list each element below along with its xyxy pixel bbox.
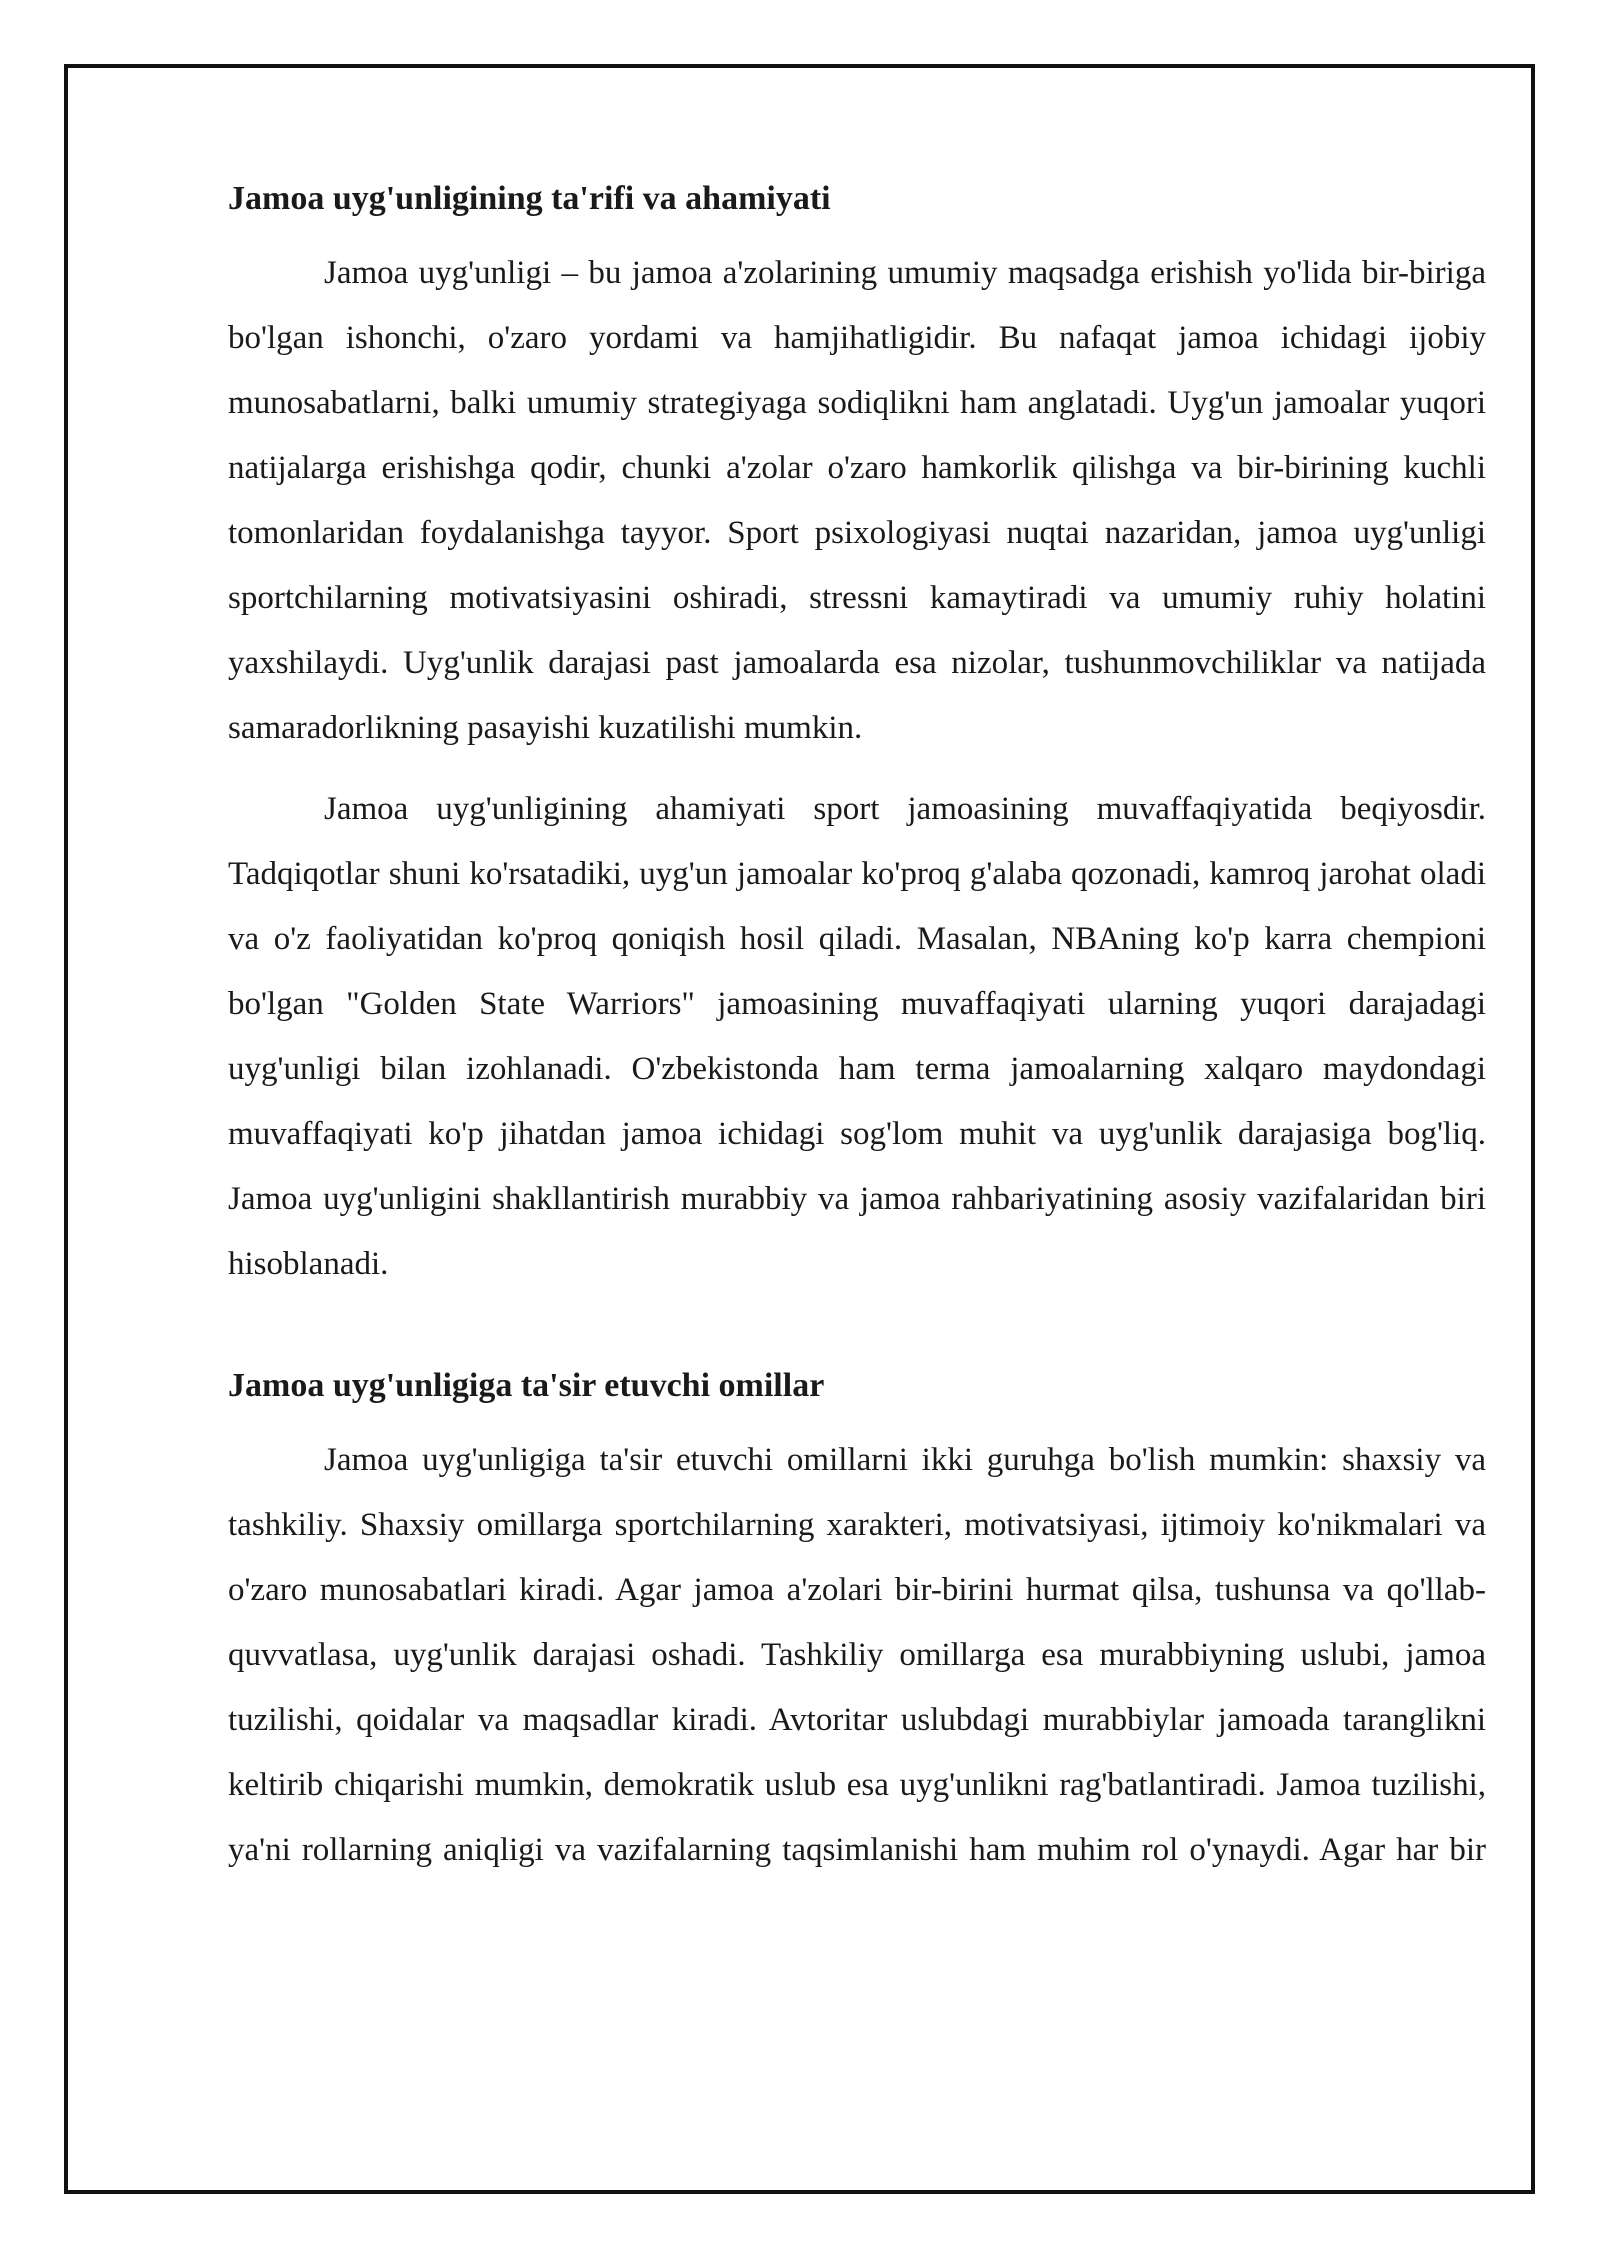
paragraph: Jamoa uyg'unligi – bu jamoa a'zolarining umumiy maqsadga erishish yo'lida bir-biriga bo'lgan ishonchi, o'zaro yordami va hamjihatligidir. Bu nafaqat jamoa ichidagi ijobiy munosabatlarni, balki umumiy strategiyaga sodiqlikni ham anglatadi. Uyg'un jamoalar yuqori natijalarga erishishga qodir, chunki a'zolar o'zaro hamkorlik qilishga va bir-birining kuchli tomonlaridan foydalanishga tayyor. Sport psixologiyasi nuqtai nazaridan, jamoa uyg'unligi sportchilarning motivatsiyasini oshiradi, stressni kamaytiradi va umumiy ruhiy holatini yaxshilaydi. Uyg'unlik darajasi past jamoalarda esa nizolar, tushunmovchiliklar va natijada samaradorlikning pasayishi kuzatilishi mumkin. (228, 255, 1486, 746)
section-heading: Jamoa uyg'unligining ta'rifi va ahamiyati (228, 180, 831, 217)
section-heading: Jamoa uyg'unligiga ta'sir etuvchi omillar (228, 1367, 825, 1404)
paragraph: Jamoa uyg'unligining ahamiyati sport jamoasining muvaffaqiyatida beqiyosdir. Tadqiqotlar shuni ko'rsatadiki, uyg'un jamoalar ko'proq g'alaba qozonadi, kamroq jarohat oladi va o'z faoliyatidan ko'proq qoniqish hosil qiladi. Masalan, NBAning ko'p karra chempioni bo'lgan "Golden State Warriors" jamoasining muvaffaqiyati ularning yuqori darajadagi uyg'unligi bilan izohlanadi. O'zbekistonda ham terma jamoalarning xalqaro maydondagi muvaffaqiyati ko'p jihatdan jamoa ichidagi sog'lom muhit va uyg'unlik darajasiga bog'liq. Jamoa uyg'unligini shakllantirish murabbiy va jamoa rahbariyatining asosiy vazifalaridan biri hisoblanadi. (228, 791, 1486, 1282)
document-body (228, 166, 1486, 1883)
paragraph: Jamoa uyg'unligiga ta'sir etuvchi omillarni ikki guruhga bo'lish mumkin: shaxsiy va tashkiliy. Shaxsiy omillarga sportchilarning xarakteri, motivatsiyasi, ijtimoiy ko'nikmalari va o'zaro munosabatlari kiradi. Agar jamoa a'zolari bir-birini hurmat qilsa, tushunsa va qo'llab-quvvatlasa, uyg'unlik darajasi oshadi. Tashkiliy omillarga esa murabbiyning uslubi, jamoa tuzilishi, qoidalar va maqsadlar kiradi. Avtoritar uslubdagi murabbiylar jamoada taranglikni keltirib chiqarishi mumkin, demokratik uslub esa uyg'unlikni rag'batlantiradi. Jamoa tuzilishi, ya'ni rollarning aniqligi va vazifalarning taqsimlanishi ham muhim rol o'ynaydi. Agar har bir (228, 1442, 1486, 1868)
section-spacer (228, 1313, 1486, 1353)
